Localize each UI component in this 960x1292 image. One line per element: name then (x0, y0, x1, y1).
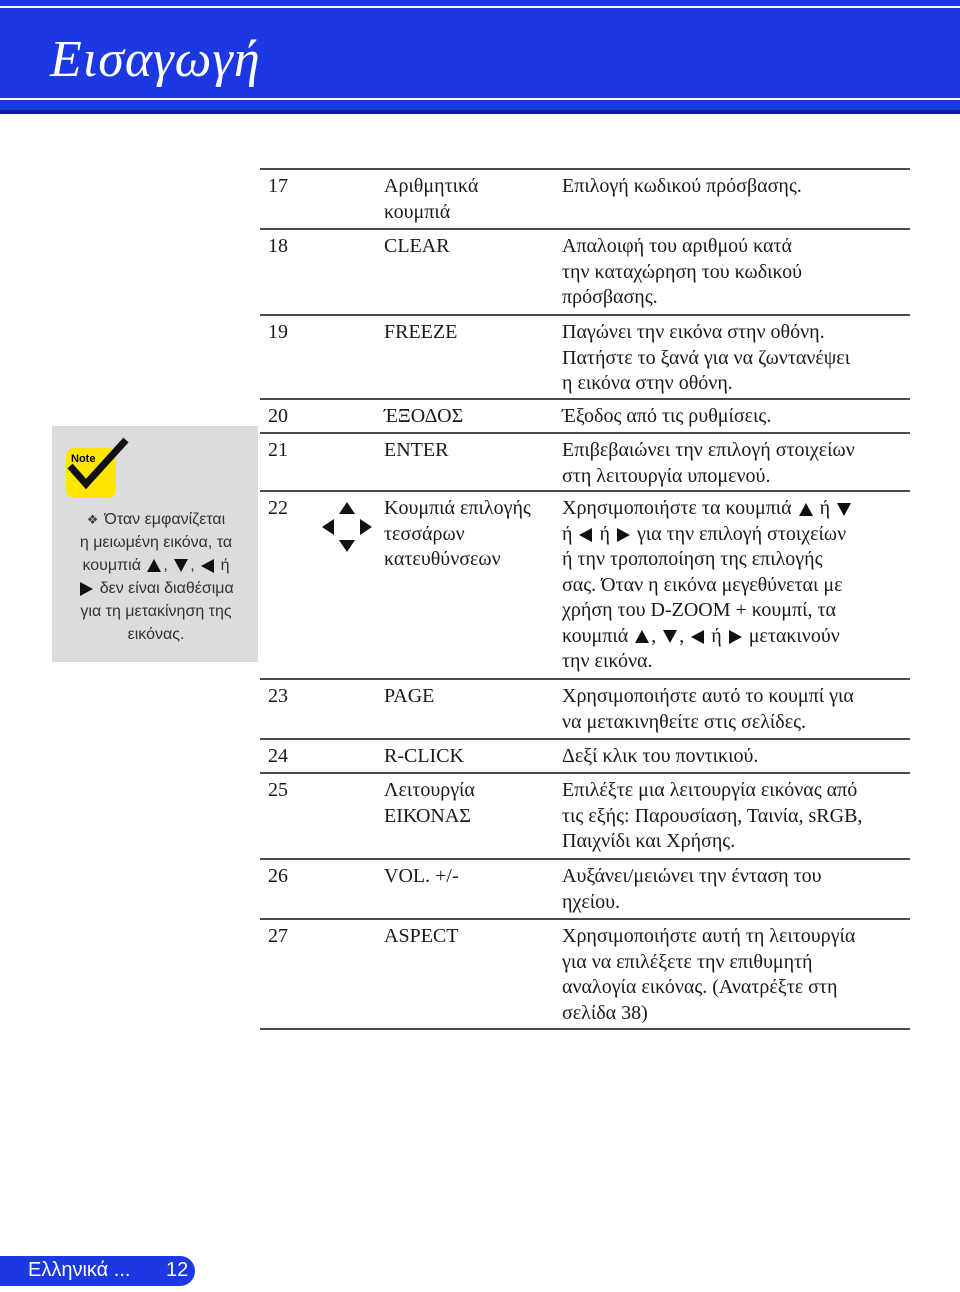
row-description: Χρησιμοποιήστε τα κουμπιά ή ή ή για την επιλογή στοιχείων ή την τροποποίηση της επιλογής σας. Όταν η εικόνα μεγεθύνεται με χρήση του D-ZOOM + κουμπί, τα κουμπιά , , ή μετακινούν την εικόνα. (562, 496, 910, 675)
page-number: 12 (166, 1259, 189, 1281)
name-line: ΈΞΟΔΟΣ (384, 405, 464, 427)
row-name (384, 320, 554, 346)
desc-text: κουμπιά (562, 624, 629, 647)
desc-text: ή (711, 624, 722, 647)
row-name (384, 778, 554, 829)
note-line: για τη μετακίνηση της (80, 603, 232, 620)
desc-line: την εικόνα. (562, 650, 653, 672)
row-description (562, 320, 910, 397)
row-description (562, 684, 910, 735)
name-line: VOL. +/- (384, 865, 459, 887)
desc-text: Χρησιμοποιήστε τα κουμπιά (562, 497, 792, 519)
up-arrow-icon (635, 630, 649, 643)
row-name (384, 684, 554, 710)
desc-line: η εικόνα στην οθόνη. (562, 372, 733, 394)
row-description (562, 174, 910, 200)
row-description (562, 744, 910, 770)
row-description (562, 438, 910, 489)
up-arrow-icon (147, 559, 161, 572)
desc-line: Χρησιμοποιήστε αυτό το κουμπί για (562, 685, 854, 707)
name-line: τεσσάρων (384, 522, 465, 545)
page-title: Εισαγωγή (50, 31, 261, 88)
left-arrow-icon (691, 630, 704, 644)
row-name (384, 234, 554, 260)
note-text: ❖ Όταν εμφανίζεται η μειωμένη εικόνα, τα κουμπιά , , ή δεν είναι διαθέσιμα για τη μετακίνηση της εικόνας. (64, 508, 248, 646)
desc-line: στη λειτουργία υπομενού. (562, 464, 771, 487)
desc-text: ή (819, 497, 831, 519)
desc-text: για την επιλογή στοιχείων (636, 522, 847, 545)
desc-line: χρήση του D-ZOOM + κουμπί, τα (562, 599, 837, 621)
row-name (384, 924, 554, 950)
row-number: 19 (268, 321, 288, 343)
desc-line: τις εξής: Παρουσίαση, Ταινία, sRGB, (562, 804, 863, 827)
down-arrow-icon (837, 503, 851, 516)
desc-line: ή την τροποποίηση της επιλογής (562, 548, 823, 570)
row-description (562, 234, 910, 311)
name-line: FREEZE (384, 321, 458, 343)
name-line: ASPECT (384, 925, 459, 947)
row-number: 17 (268, 175, 288, 197)
name-line: κατευθύνσεων (384, 548, 501, 570)
up-arrow-icon (799, 503, 813, 516)
desc-line: αναλογία εικόνας. (Ανατρέξτε στη (562, 976, 838, 998)
row-number: 27 (268, 925, 288, 947)
note-line: ή (220, 557, 230, 574)
row-number: 22 (268, 497, 288, 519)
checkmark-icon (64, 436, 130, 496)
desc-line: Επιλογή κωδικού πρόσβασης. (562, 175, 802, 197)
note-label: Note (71, 453, 96, 465)
row-name (384, 744, 554, 770)
right-arrow-icon (80, 582, 93, 596)
row-description (562, 404, 910, 430)
desc-line: Απαλοιφή του αριθμού κατά (562, 235, 792, 257)
row-description (562, 864, 910, 915)
desc-text: ή (599, 522, 610, 545)
desc-line: Χρησιμοποιήστε αυτή τη λειτουργία (562, 925, 856, 947)
header-rule-bottom (0, 98, 960, 100)
table-row (260, 398, 910, 432)
name-line: Κουμπιά επιλογής (384, 497, 531, 519)
name-line: ENTER (384, 439, 449, 461)
row-number: 24 (268, 745, 288, 767)
desc-line: Επιλέξτε μια λειτουργία εικόνας από (562, 779, 858, 801)
row-description (562, 924, 910, 1026)
desc-line: σελίδα 38) (562, 1001, 648, 1024)
row-name (384, 174, 554, 225)
left-arrow-icon (201, 559, 214, 573)
desc-line: σας. Όταν η εικόνα μεγεθύνεται με (562, 573, 843, 596)
right-arrow-icon (617, 528, 630, 542)
left-arrow-icon (579, 528, 592, 542)
row-number: 18 (268, 235, 288, 257)
name-line: Αριθμητικά (384, 175, 479, 197)
desc-line: Έξοδος από τις ρυθμίσεις. (562, 405, 772, 427)
down-arrow-icon (174, 559, 188, 572)
name-line: CLEAR (384, 235, 450, 257)
row-number: 26 (268, 865, 288, 887)
note-line: η μειωμένη εικόνα, τα (79, 534, 233, 551)
note-line: κουμπιά (82, 557, 141, 574)
row-number: 21 (268, 439, 288, 461)
desc-line: Παγώνει την εικόνα στην οθόνη. (562, 321, 825, 343)
desc-line: Παιχνίδι και Χρήσης. (562, 830, 736, 852)
right-arrow-icon (729, 630, 742, 644)
remote-buttons-table (260, 168, 910, 1030)
name-line: Λειτουργία (384, 779, 475, 801)
row-number: 25 (268, 779, 288, 801)
desc-text: μετακινούν (748, 624, 840, 647)
desc-line: Επιβεβαιώνει την επιλογή στοιχείων (562, 439, 855, 461)
note-line: δεν είναι διαθέσιμα (99, 580, 234, 597)
note-sidebar (52, 426, 258, 662)
down-arrow-icon (663, 630, 677, 643)
four-direction-arrows-icon (320, 500, 374, 554)
desc-line: πρόσβασης. (562, 286, 658, 308)
table-row (260, 490, 910, 678)
table-row (260, 738, 910, 772)
table-row (260, 678, 910, 738)
footer-language: Ελληνικά ... (28, 1259, 131, 1281)
row-description (562, 778, 910, 855)
table-row (260, 918, 910, 1030)
desc-line: ηχείου. (562, 890, 621, 913)
table-row (260, 168, 910, 228)
row-name (384, 496, 554, 573)
row-name (384, 404, 554, 430)
row-number: 23 (268, 685, 288, 707)
row-name (384, 864, 554, 890)
desc-line: να μετακινηθείτε στις σελίδες. (562, 710, 807, 733)
name-line: κουμπιά (384, 200, 451, 223)
table-row (260, 228, 910, 314)
desc-line: Πατήστε το ξανά για να ζωντανέψει (562, 346, 851, 369)
table-row (260, 858, 910, 918)
row-number: 20 (268, 405, 288, 427)
note-line: εικόνας. (127, 626, 185, 643)
desc-line: Αυξάνει/μειώνει την ένταση του (562, 865, 822, 887)
desc-line: Δεξί κλικ του ποντικιού. (562, 745, 759, 767)
name-line: R-CLICK (384, 745, 464, 767)
page-footer (0, 1256, 195, 1286)
table-row (260, 772, 910, 858)
row-name (384, 438, 554, 464)
page-header (0, 0, 960, 114)
table-row (260, 432, 910, 490)
note-line: Όταν εμφανίζεται (104, 511, 226, 528)
name-line: PAGE (384, 685, 435, 707)
table-row (260, 314, 910, 398)
diamond-bullet-icon: ❖ (86, 512, 99, 527)
desc-line: για να επιλέξετε την επιθυμητή (562, 950, 813, 973)
header-rule-top (0, 6, 960, 8)
desc-text: ή (562, 522, 573, 545)
desc-line: την καταχώρηση του κωδικού (562, 260, 803, 283)
name-line: ΕΙΚΟΝΑΣ (384, 804, 471, 827)
